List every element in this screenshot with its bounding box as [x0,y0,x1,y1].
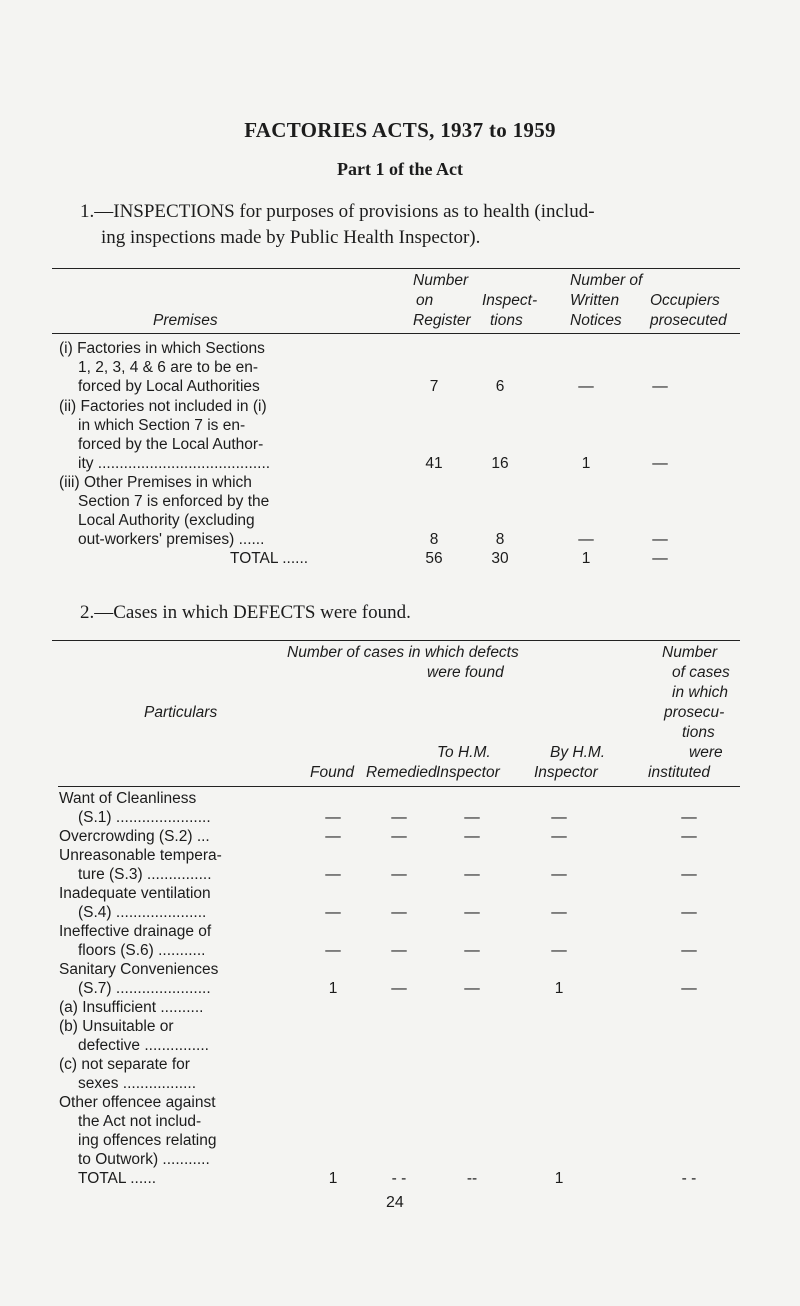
t2-group-header-l1: Number of cases in which defects [287,644,519,661]
t1-row2-register: 41 [425,455,443,472]
t2-row2-found: — [325,828,341,845]
section1-heading-line2: ing inspections made by Public Health Inspector). [101,227,481,248]
t1-row2-notices: 1 [581,455,591,472]
t1-col1-header-l2: on [416,292,434,309]
t2-col5-header-l2: of cases [672,664,730,681]
t2-total-remedied: - - [391,1170,407,1187]
t2-total-label: TOTAL ...... [78,1170,157,1187]
t1-col1-header-l1: Number [413,272,469,289]
t1-col1-header-l3: Register [413,312,471,329]
t2-row5-line1: Ineffective drainage of [59,923,212,940]
t2-to-hm-header: To H.M. [437,744,491,761]
t2-row4-found: — [325,904,341,921]
t2-row3-line1: Unreasonable tempera- [59,847,222,864]
t1-row3-line2: Section 7 is enforced by the [78,493,270,510]
t2-inspector1-header: Inspector [436,764,500,781]
t2-row4-line1: Inadequate ventilation [59,885,211,902]
t1-row3-inspections: 8 [495,531,505,548]
document-title: FACTORIES ACTS, 1937 to 1959 [244,118,556,142]
t2-col5-header-l1: Number [662,644,718,661]
t2-col5-header-l6: were [689,744,723,761]
t1-row3-line1: (iii) Other Premises in which [59,474,252,491]
t2-row8-line1: (b) Unsuitable or [59,1018,174,1035]
t1-col2-header-l3: tions [490,312,523,329]
t2-row5-found: — [325,942,341,959]
t2-row2-prosecutions: — [681,828,697,845]
t2-total-to-hm: -- [466,1170,478,1187]
t2-row10-line4: to Outwork) ........... [78,1151,210,1168]
t2-total-prosecutions: - - [681,1170,697,1187]
t2-row10-line3: ing offences relating [78,1132,217,1149]
t1-row1-line1: (i) Factories in which Sections [59,340,265,357]
t2-particulars-header: Particulars [144,704,218,721]
t1-row2-line1: (ii) Factories not included in (i) [59,398,267,415]
t2-row3-to-hm: — [464,866,480,883]
t2-row10-line1: Other offencee against [59,1094,216,1111]
t1-col2-header-l2: Inspect- [482,292,538,309]
t2-row2-to-hm: — [464,828,480,845]
t2-row10-line2: the Act not includ- [78,1113,202,1130]
t1-row1-line2: 1, 2, 3, 4 & 6 are to be en- [78,359,259,376]
t2-col5-header-l3: in which [672,684,728,701]
t2-row6-remedied: — [391,980,407,997]
t1-total-inspections: 30 [491,550,509,567]
t1-row1-prosecuted: — [652,378,668,395]
t2-col5-header-l7: instituted [648,764,711,781]
section2-heading: 2.—Cases in which DEFECTS were found. [80,602,411,623]
t2-row6-line2: (S.7) ...................... [78,980,211,997]
t2-col5-header-l5: tions [682,724,715,741]
t1-row3-line3: Local Authority (excluding [78,512,255,529]
t2-found-header: Found [310,764,354,781]
t2-total-found: 1 [328,1170,338,1187]
table1-header-rule [52,333,740,334]
t2-row4-by-hm: — [551,904,567,921]
t1-row1-line3: forced by Local Authorities [78,378,260,395]
t2-row3-found: — [325,866,341,883]
t2-row9-line2: sexes ................. [78,1075,197,1092]
t1-row3-notices: — [578,531,594,548]
t2-row2-line1: Overcrowding (S.2) ... [59,828,210,845]
t2-row8-line2: defective ............... [78,1037,209,1054]
t1-row2-prosecuted: — [652,455,668,472]
t1-row1-register: 7 [429,378,439,395]
t2-row5-prosecutions: — [681,942,697,959]
t1-row1-notices: — [578,378,594,395]
t2-row1-prosecutions: — [681,809,697,826]
t2-remedied-header: Remedied [366,764,437,781]
t1-premises-header: Premises [153,312,218,329]
t2-row4-line2: (S.4) ..................... [78,904,207,921]
t1-row2-inspections: 16 [491,455,509,472]
t2-row7-line1: (a) Insufficient .......... [59,999,204,1016]
t1-row2-line2: in which Section 7 is en- [78,417,246,434]
t2-row5-line2: floors (S.6) ........... [78,942,206,959]
t1-row2-line4: ity ........................................ [78,455,271,472]
t1-col4-header-l2: Occupiers [650,292,720,309]
t2-row2-by-hm: — [551,828,567,845]
t2-row4-prosecutions: — [681,904,697,921]
t2-group-header-l2: were found [427,664,504,681]
t2-row1-found: — [325,809,341,826]
t2-row1-by-hm: — [551,809,567,826]
page-number: 24 [386,1194,404,1211]
t2-row3-prosecutions: — [681,866,697,883]
t2-row6-to-hm: — [464,980,480,997]
t1-row3-line4: out-workers' premises) ...... [78,531,265,548]
t2-row5-to-hm: — [464,942,480,959]
t2-row5-by-hm: — [551,942,567,959]
t2-row6-prosecutions: — [681,980,697,997]
t1-col3-header-l3: Notices [570,312,622,329]
t1-row1-inspections: 6 [495,378,505,395]
t2-row1-remedied: — [391,809,407,826]
t1-row3-register: 8 [429,531,439,548]
table1-top-rule [52,268,740,269]
t2-row6-by-hm: 1 [554,980,564,997]
table2-header-rule [58,786,740,787]
t1-col2-header-l1: Number of [570,272,643,289]
t2-col5-header-l4: prosecu- [664,704,725,721]
t1-total-prosecuted: — [652,550,668,567]
t2-row5-remedied: — [391,942,407,959]
t1-col4-header-l3: prosecuted [650,312,727,329]
t2-inspector2-header: Inspector [534,764,598,781]
t2-row6-found: 1 [328,980,338,997]
t2-row2-remedied: — [391,828,407,845]
t2-by-hm-header: By H.M. [550,744,606,761]
t1-col3-header-l2: Written [570,292,620,309]
document-subtitle: Part 1 of the Act [337,159,463,179]
t2-row9-line1: (c) not separate for [59,1056,190,1073]
t2-row1-line1: Want of Cleanliness [59,790,197,807]
t2-row3-line2: ture (S.3) ............... [78,866,212,883]
t1-total-notices: 1 [581,550,591,567]
t2-row4-remedied: — [391,904,407,921]
t2-row6-line1: Sanitary Conveniences [59,961,219,978]
t1-row3-prosecuted: — [652,531,668,548]
section1-heading-line1: 1.—INSPECTIONS for purposes of provisions as to health (includ- [80,201,595,222]
t2-total-by-hm: 1 [554,1170,564,1187]
t2-row4-to-hm: — [464,904,480,921]
t2-row3-remedied: — [391,866,407,883]
t2-row3-by-hm: — [551,866,567,883]
t2-row1-line2: (S.1) ...................... [78,809,211,826]
t1-total-label: TOTAL ...... [230,550,309,567]
t1-row2-line3: forced by the Local Author- [78,436,264,453]
t2-row1-to-hm: — [464,809,480,826]
t1-total-register: 56 [425,550,443,567]
table2-top-rule [52,640,740,641]
